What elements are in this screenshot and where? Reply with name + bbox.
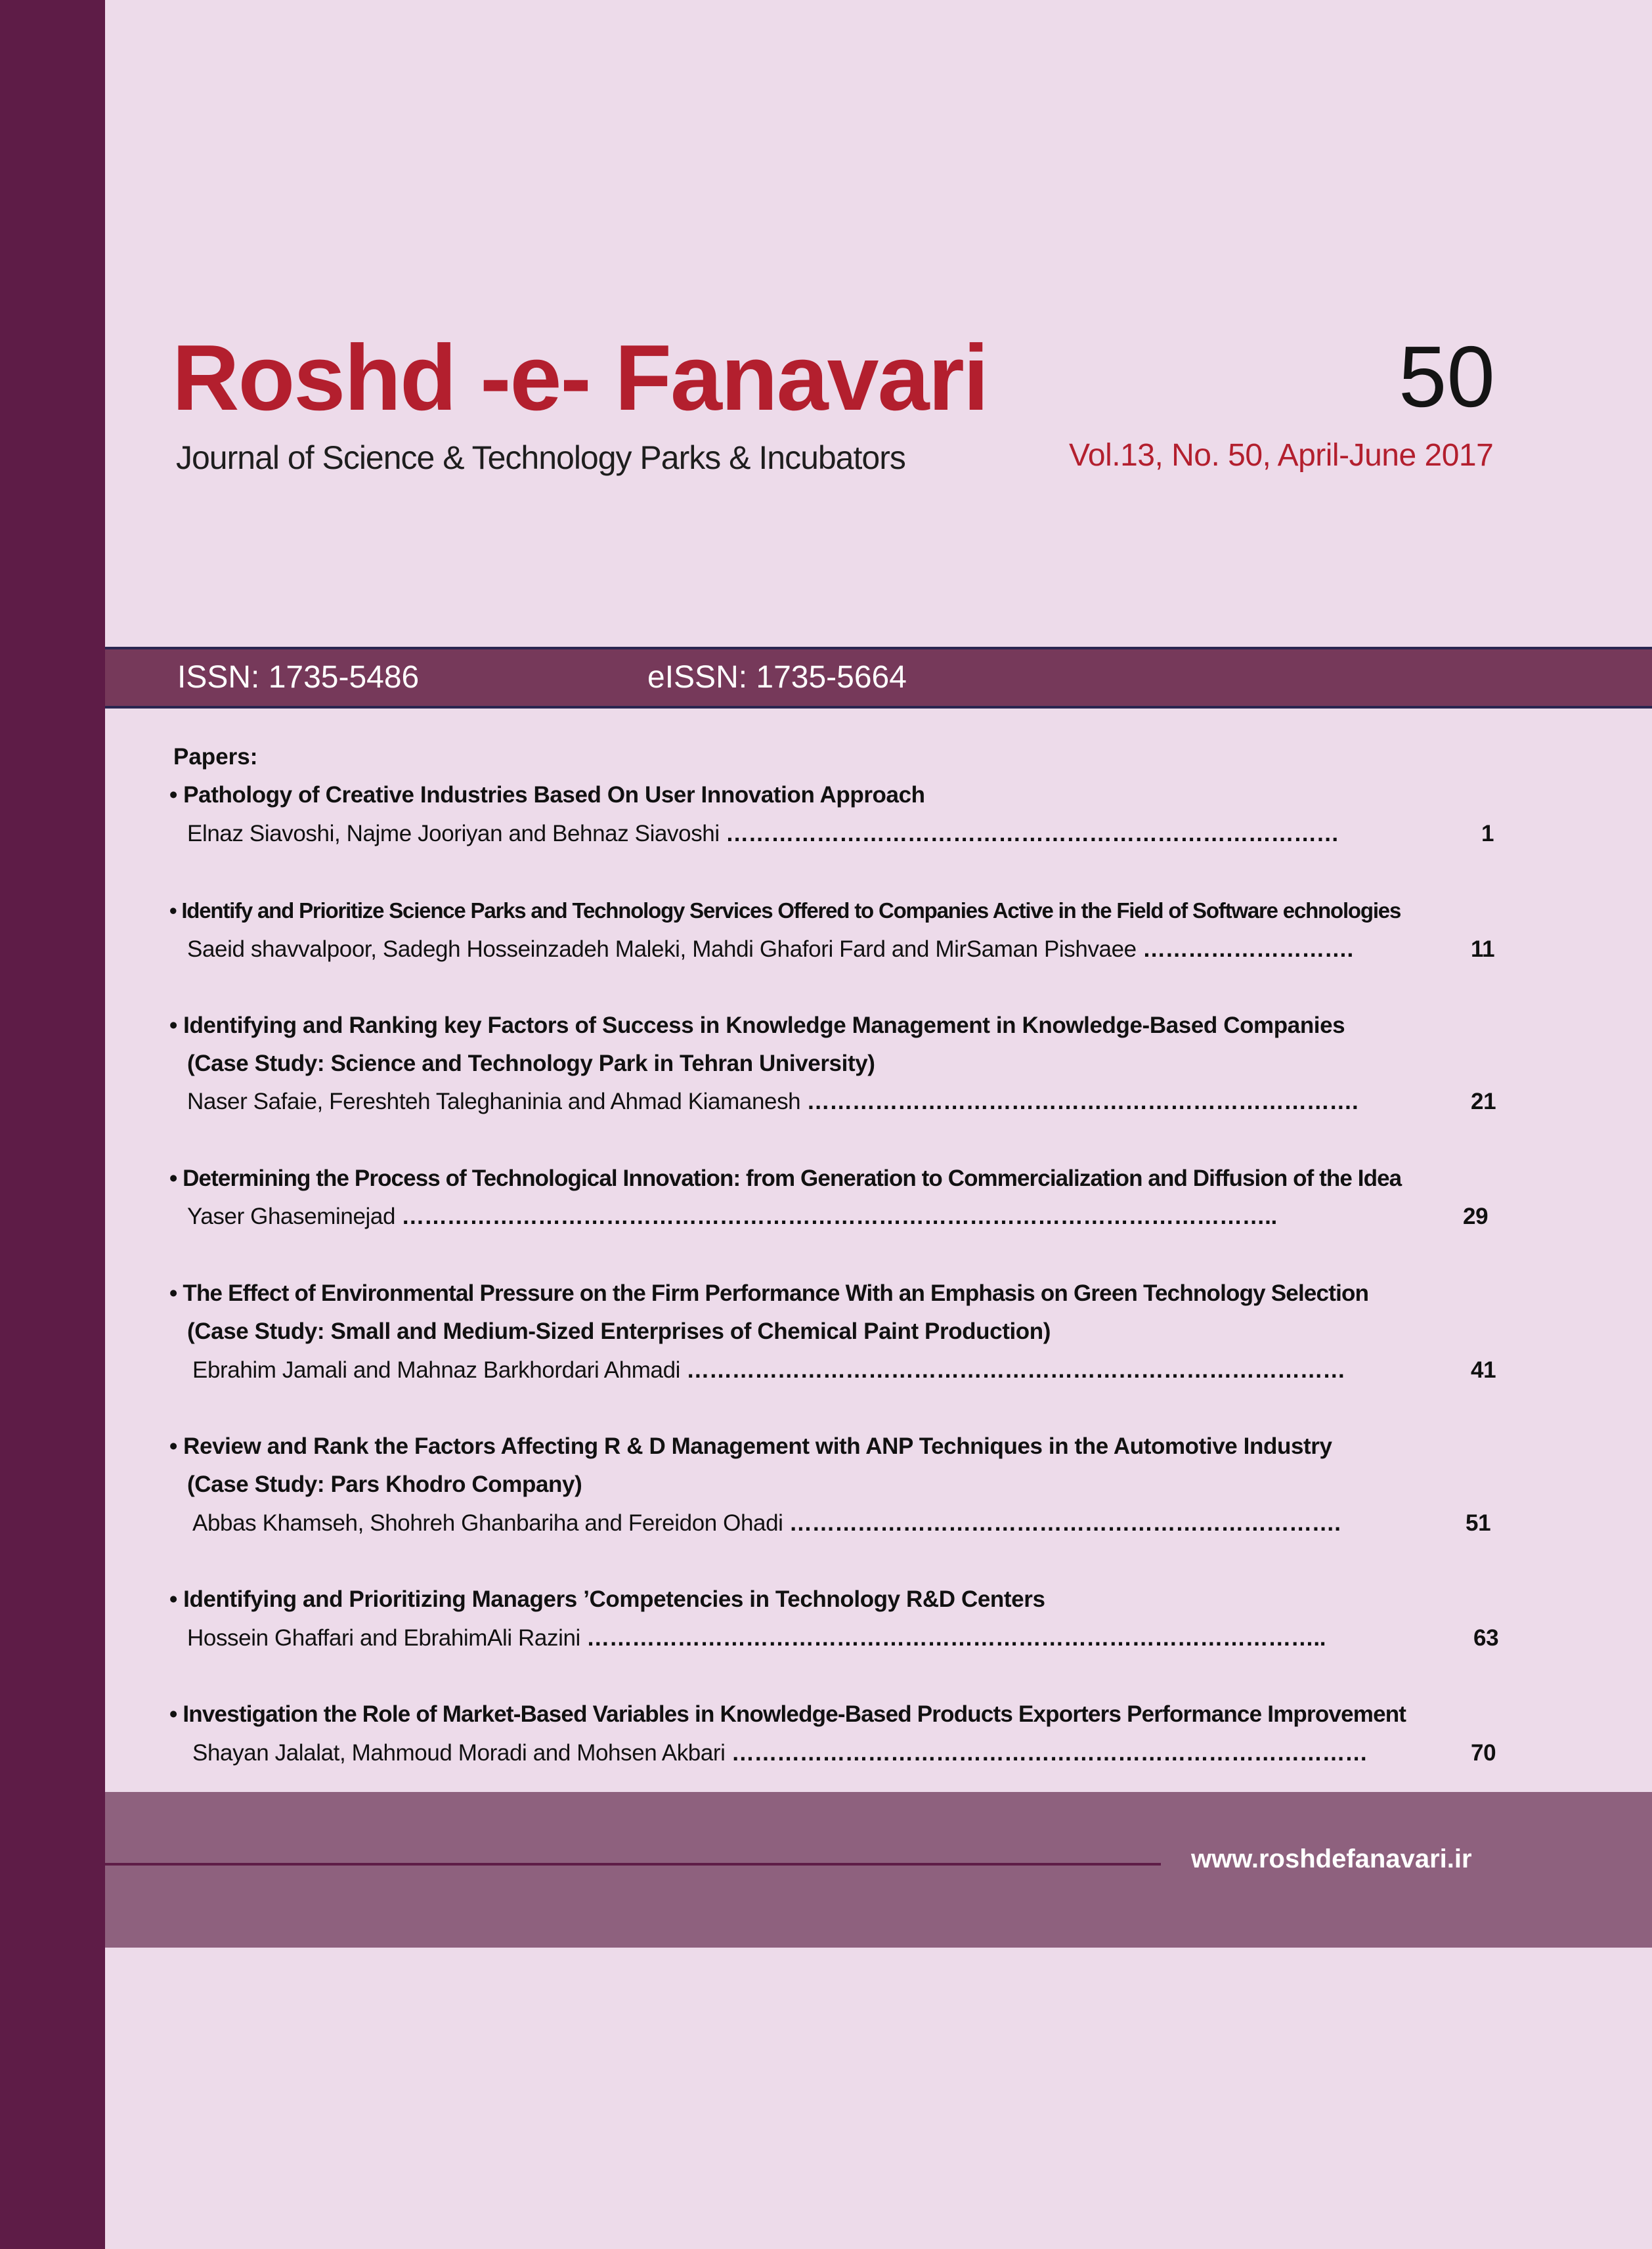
paper-byline	[187, 1089, 1358, 1115]
leader-dots: ……………………….	[1142, 936, 1353, 962]
paper-page-number: 29	[1463, 1204, 1489, 1229]
paper-byline	[187, 936, 1353, 963]
paper-byline	[187, 1625, 1326, 1651]
paper-page-number: 21	[1471, 1089, 1496, 1114]
website-link[interactable]: www.roshdefanavari.ir	[1191, 1845, 1472, 1873]
paper-byline	[187, 1204, 1277, 1230]
paper-authors: Naser Safaie, Fereshteh Taleghaninia and Ahmad Kiamanesh	[187, 1089, 801, 1114]
leader-dots: ……………………………………………………………….	[806, 1089, 1359, 1114]
leader-dots: ………………………………………………………………………	[726, 821, 1339, 846]
cover-spine	[0, 0, 105, 2249]
paper-authors: Yaser Ghaseminejad	[187, 1204, 396, 1229]
issn-label: ISSN: 1735-5486	[177, 660, 420, 695]
issue-number: 50	[1399, 328, 1495, 425]
paper-title: • The Effect of Environmental Pressure on the Firm Performance With an Emphasis on Green Technology Selection	[169, 1280, 1369, 1306]
paper-byline	[192, 1357, 1345, 1384]
paper-title: • Review and Rank the Factors Affecting R & D Management with ANP Techniques in the Automotive Industry	[169, 1433, 1332, 1459]
leader-dots: ……………………………………………………………………………………………………..	[401, 1204, 1277, 1229]
issn-band	[105, 647, 1652, 709]
paper-authors: Abbas Khamseh, Shohreh Ghanbariha and Fereidon Ohadi	[192, 1510, 783, 1536]
paper-title: • Identifying and Prioritizing Managers ’Competencies in Technology R&D Centers	[169, 1586, 1045, 1612]
paper-subtitle: (Case Study: Pars Khodro Company)	[187, 1472, 582, 1497]
paper-page-number: 41	[1471, 1357, 1496, 1383]
paper-subtitle: (Case Study: Small and Medium-Sized Enterprises of Chemical Paint Production)	[187, 1319, 1051, 1344]
paper-byline	[192, 1510, 1341, 1537]
footer-band	[105, 1792, 1652, 1948]
paper-authors: Shayan Jalalat, Mahmoud Moradi and Mohsen Akbari	[192, 1740, 726, 1766]
paper-page-number: 63	[1473, 1625, 1499, 1651]
paper-page-number: 51	[1466, 1510, 1491, 1536]
leader-dots: …………………………………………………………………………	[731, 1740, 1368, 1766]
paper-title: • Determining the Process of Technological Innovation: from Generation to Commercialization and Diffusion of the Idea	[169, 1166, 1402, 1191]
journal-title: Roshd -e- Fanavari	[172, 326, 988, 430]
leader-dots: ……………………………………………………………………………………..	[586, 1625, 1326, 1651]
paper-authors: Elnaz Siavoshi, Najme Jooriyan and Behnaz Siavoshi	[187, 821, 720, 846]
paper-byline	[192, 1740, 1368, 1766]
paper-subtitle: (Case Study: Science and Technology Park in Tehran University)	[187, 1051, 875, 1076]
paper-title: • Pathology of Creative Industries Based On User Innovation Approach	[169, 782, 925, 808]
paper-page-number: 1	[1481, 821, 1494, 846]
eissn-label: eISSN: 1735-5664	[647, 660, 907, 695]
paper-authors: Saeid shavvalpoor, Sadegh Hosseinzadeh Maleki, Mahdi Ghafori Fard and MirSaman Pishvaee	[187, 936, 1137, 962]
papers-heading: Papers:	[173, 744, 258, 770]
journal-subtitle: Journal of Science & Technology Parks & Incubators	[176, 439, 905, 476]
footer-divider	[105, 1863, 1161, 1866]
paper-authors: Hossein Ghaffari and EbrahimAli Razini	[187, 1625, 580, 1651]
paper-title: • Identifying and Ranking key Factors of Success in Knowledge Management in Knowledge-Based Companies	[169, 1013, 1345, 1038]
leader-dots: ……………………………………………………………….	[789, 1510, 1341, 1536]
paper-page-number: 70	[1471, 1740, 1496, 1766]
leader-dots: ……………………………………………………………………………	[686, 1357, 1345, 1383]
paper-byline	[187, 821, 1339, 847]
paper-title: • Identify and Prioritize Science Parks and Technology Services Offered to Companies Active in the Field of Software echnologies	[169, 898, 1401, 923]
volume-line: Vol.13, No. 50, April-June 2017	[1069, 438, 1494, 473]
paper-page-number: 11	[1471, 936, 1495, 962]
paper-title: • Investigation the Role of Market-Based Variables in Knowledge-Based Products Exporters Performance Improvement	[169, 1701, 1406, 1727]
paper-authors: Ebrahim Jamali and Mahnaz Barkhordari Ahmadi	[192, 1357, 681, 1383]
